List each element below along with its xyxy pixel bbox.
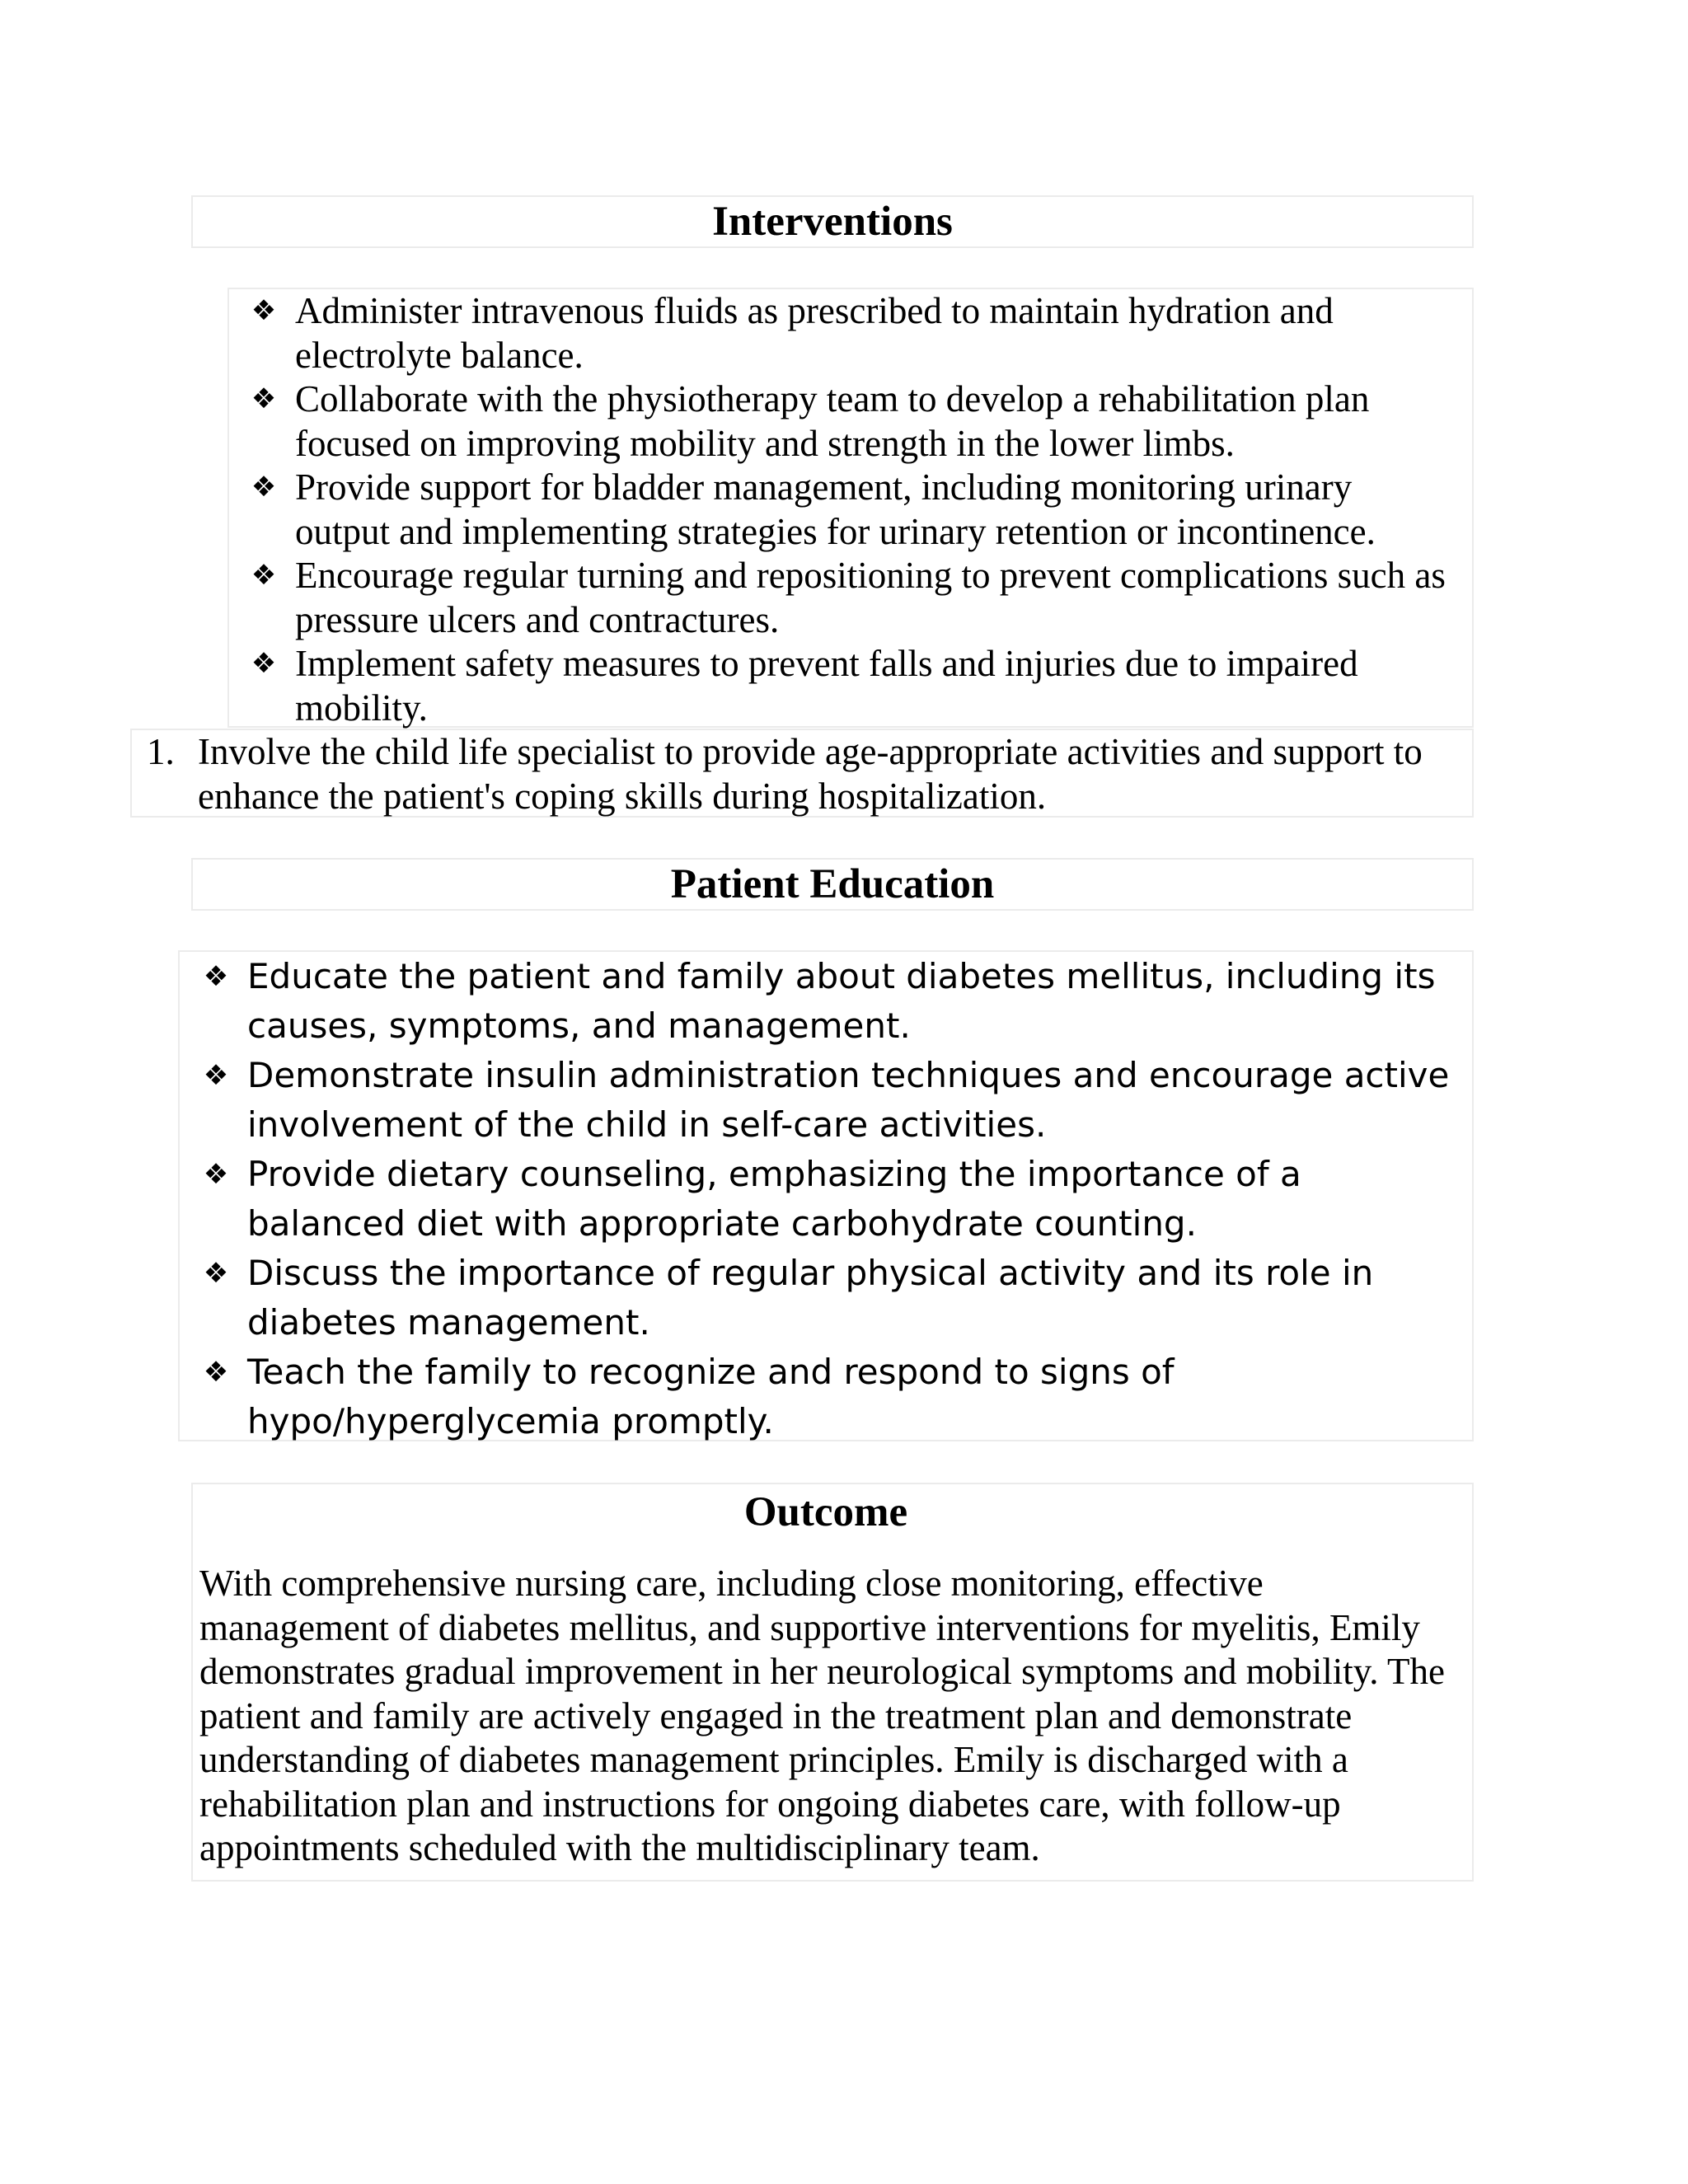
- patient-education-list: [203, 952, 1464, 1446]
- list-item: ❖ Provide support for bladder management, including monitoring urinary output and implementing strategies for urinary retention or incontinence.: [295, 466, 1456, 554]
- list-item: ❖ Teach the family to recognize and respond to signs of hypo/hyperglycemia promptly.: [247, 1347, 1464, 1446]
- list-number: 1.: [147, 731, 175, 772]
- interventions-list: [251, 289, 1456, 730]
- diamond-bullet-icon: ❖: [251, 647, 277, 680]
- interventions-list-box: [227, 288, 1474, 728]
- list-item: ❖ Implement safety measures to prevent falls and injuries due to impaired mobility.: [295, 642, 1456, 730]
- patient-education-heading: Patient Education: [670, 861, 995, 907]
- list-item: ❖ Educate the patient and family about diabetes mellitus, including its causes, symptoms, and management.: [247, 952, 1464, 1051]
- numbered-item-box: [130, 729, 1474, 818]
- diamond-bullet-icon: ❖: [251, 294, 277, 327]
- diamond-bullet-icon: ❖: [203, 1158, 229, 1191]
- diamond-bullet-icon: ❖: [251, 382, 277, 415]
- outcome-heading: Outcome: [743, 1489, 908, 1535]
- diamond-bullet-icon: ❖: [203, 1059, 229, 1092]
- diamond-bullet-icon: ❖: [203, 1257, 229, 1290]
- numbered-list-item: [147, 730, 1456, 818]
- diamond-bullet-icon: ❖: [251, 559, 277, 592]
- diamond-bullet-icon: ❖: [203, 960, 229, 993]
- outcome-box: [191, 1483, 1474, 1882]
- numbered-item-text: Involve the child life specialist to provide age-appropriate activities and support to enhance the patient's coping skills during hospitalization.: [198, 731, 1423, 817]
- list-item: ❖ Demonstrate insulin administration techniques and encourage active involvement of the child in self-care activities.: [247, 1051, 1464, 1150]
- interventions-heading-box: [191, 195, 1474, 248]
- list-item: ❖ Provide dietary counseling, emphasizing the importance of a balanced diet with appropriate carbohydrate counting.: [247, 1150, 1464, 1249]
- diamond-bullet-icon: ❖: [251, 471, 277, 504]
- list-item: ❖ Encourage regular turning and repositioning to prevent complications such as pressure ulcers and contractures.: [295, 554, 1456, 642]
- list-item: ❖ Administer intravenous fluids as prescribed to maintain hydration and electrolyte balance.: [295, 289, 1456, 377]
- outcome-paragraph: With comprehensive nursing care, including close monitoring, effective management of diabetes mellitus, and supportive interventions for myelitis, Emily demonstrates gradual improvement in her neurological symptoms and mobility. The patient and family are actively engaged in the treatment plan and demonstrate understanding of diabetes management principles. Emily is discharged with a rehabilitation plan and instructions for ongoing diabetes care, with follow-up appointments scheduled with the multidisciplinary team.: [199, 1563, 1445, 1868]
- patient-education-list-box: [178, 950, 1474, 1441]
- interventions-heading: Interventions: [712, 199, 953, 245]
- patient-education-heading-box: [191, 858, 1474, 911]
- diamond-bullet-icon: ❖: [203, 1356, 229, 1389]
- list-item: ❖ Discuss the importance of regular physical activity and its role in diabetes management.: [247, 1249, 1464, 1347]
- list-item: ❖ Collaborate with the physiotherapy team to develop a rehabilitation plan focused on improving mobility and strength in the lower limbs.: [295, 377, 1456, 466]
